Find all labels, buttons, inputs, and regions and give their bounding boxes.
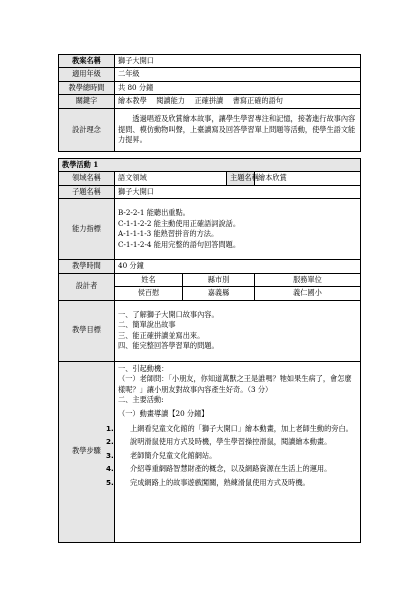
- motivation-title: 一、引起動機：: [118, 363, 169, 373]
- ability-item: C-1-1-2-4 能用完整的語句回答問題。: [118, 239, 241, 249]
- topic-label: 主題名稱: [227, 172, 255, 185]
- step-number: 1.: [106, 423, 114, 433]
- activity-title-row: [59, 159, 361, 172]
- keywords-label: 關鍵字: [59, 95, 115, 108]
- step-item: [106, 437, 357, 447]
- ability-item: C-1-1-2-2 能主動使用正確語詞說話。: [118, 218, 241, 228]
- ability-item: A-1-1-1-3 能熟習拼音的方法。: [118, 229, 219, 239]
- ability-row: [59, 199, 361, 260]
- step-number: 3.: [106, 450, 114, 460]
- steps-row: [59, 361, 361, 542]
- total-time-label: 教學總時間: [59, 81, 115, 94]
- ability-label: 能力指標: [59, 199, 115, 260]
- ability-list: [115, 199, 361, 260]
- goal-item: 一、了解獅子大開口故事內容。: [118, 309, 219, 319]
- concept-value: 透過唱遊及欣賞繪本故事，讓學生學習專注和記憶，接著進行故事內容提問、模仿動物叫聲，上臺讀寫及回答學習單上問題等活動，使學生語文能力提昇。: [115, 108, 361, 151]
- main-activity-title: 二、主要活動:: [118, 394, 164, 404]
- step-number: 5.: [106, 477, 114, 487]
- step-text: 完成網路上的故事遊戲闖關，熟練滑鼠使用方式及時機。: [130, 477, 310, 487]
- ability-item: B-2-2-1 能聽出重點。: [118, 208, 190, 218]
- time-value: 40 分鐘: [115, 260, 361, 273]
- designer-county-header: 縣市別: [183, 273, 255, 286]
- step-text: 介紹尊重網路智慧財產的概念，以及網路資源在生活上的運用。: [130, 464, 332, 474]
- motivation-text: （一）老師問：「小朋友，你知道萬獸之王是誰嗎？牠如果生病了，會怎麼樣呢？」讓小朋友對故事內容產生好奇。（3 分）: [118, 374, 352, 394]
- goal-row: [59, 300, 361, 361]
- step-number: 2.: [106, 437, 114, 447]
- subtopic-row: [59, 185, 361, 198]
- domain-row: [59, 172, 361, 185]
- designer-name-header: 姓名: [115, 273, 183, 286]
- total-time-row: [59, 81, 361, 94]
- subtopic-value: 獅子大開口: [115, 185, 361, 198]
- keywords-row: [59, 95, 361, 108]
- subtopic-label: 子題名稱: [59, 185, 115, 198]
- steps-label: 教學步驟: [59, 361, 115, 542]
- concept-label: 設計理念: [59, 108, 115, 151]
- time-label: 教學時間: [59, 260, 115, 273]
- total-time-value: 共 80 分鐘: [115, 81, 361, 94]
- designer-label: 設計者: [59, 273, 115, 300]
- domain-value: 語文領域: [115, 172, 227, 185]
- goal-label: 教學目標: [59, 300, 115, 361]
- concept-row: [59, 108, 361, 151]
- designer-name: 侯百慰: [115, 287, 183, 300]
- sub-activity-title: （一）動畫導讀【20 分鐘】: [118, 409, 209, 419]
- goal-item: 四、能完整回答學習單的問題。: [118, 341, 219, 351]
- grade-row: [59, 68, 361, 81]
- activity-title: 教學活動 1: [59, 159, 361, 172]
- designer-header-row: [59, 273, 361, 286]
- step-text: 老師簡介兒童文化館網站。: [130, 450, 217, 460]
- step-item: [106, 450, 357, 461]
- step-text: 說明滑鼠使用方式及時機，學生學習操控滑鼠，閱讀繪本動畫。: [130, 437, 332, 447]
- topic-value: 繪本欣賞: [255, 172, 361, 185]
- keywords-value: 繪本教學 閱讀能力 正確拼讀 書寫正確的語句: [115, 95, 361, 108]
- step-text: 上網看兒童文化館的「獅子大開口」繪本動畫，加上老師生動的旁白。: [130, 423, 353, 433]
- steps-content: [106, 361, 361, 542]
- domain-label: 領域名稱: [59, 172, 115, 185]
- goal-list: [115, 300, 361, 361]
- course-name-row: [59, 55, 361, 68]
- designer-unit-header: 服務單位: [255, 273, 361, 286]
- step-item: [106, 464, 357, 474]
- grade-value: 二年級: [115, 68, 361, 81]
- step-item: [106, 477, 357, 488]
- goal-item: 二、簡單說出故事: [118, 320, 176, 330]
- step-item: [106, 423, 357, 434]
- course-name-value: 獅子大開口: [115, 55, 361, 68]
- goal-item: 三、能正確拼讀並寫出來。: [118, 330, 205, 340]
- grade-label: 適用年級: [59, 68, 115, 81]
- designer-unit: 義仁國小: [255, 287, 361, 300]
- course-name-label: 教案名稱: [59, 55, 115, 68]
- step-number: 4.: [106, 464, 114, 474]
- teaching-activity-table: [58, 158, 361, 543]
- designer-county: 嘉義縣: [183, 287, 255, 300]
- lesson-plan-summary-table: [58, 54, 361, 152]
- time-row: [59, 260, 361, 273]
